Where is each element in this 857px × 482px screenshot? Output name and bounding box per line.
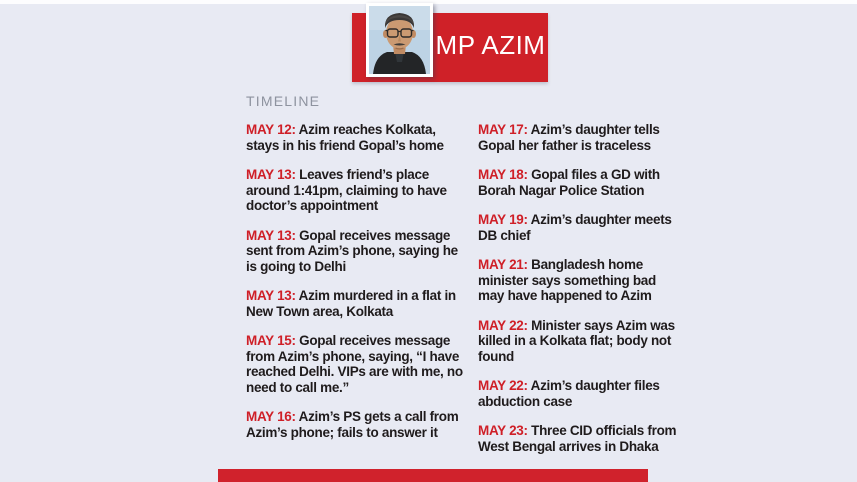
header-banner xyxy=(352,13,548,82)
timeline-entry: MAY 22: Azim’s daughter files abduction case xyxy=(478,378,660,409)
timeline-entry: MAY 17: Azim’s daughter tells Gopal her father is traceless xyxy=(478,122,660,153)
entry-date: MAY 15: xyxy=(246,333,296,348)
timeline-column-left xyxy=(246,122,468,468)
timeline-entry: MAY 13: Leaves friend’s place around 1:41pm, claiming to have doctor’s appointment xyxy=(246,167,447,213)
timeline-entry: MAY 19: Azim’s daughter meets DB chief xyxy=(478,212,672,243)
entry-date: MAY 12: xyxy=(246,122,296,137)
timeline-entry: MAY 16: Azim’s PS gets a call from Azim’s phone; fails to answer it xyxy=(246,409,459,440)
entry-date: MAY 23: xyxy=(478,423,528,438)
entry-date: MAY 22: xyxy=(478,317,528,333)
entry-date: MAY 18: xyxy=(478,167,528,182)
entry-date: MAY 17: xyxy=(478,122,528,137)
timeline-entry: MAY 22: Minister says Azim was killed in a Kolkata flat; body not found xyxy=(478,317,675,364)
timeline-entry: MAY 15: Gopal receives message from Azim’s phone, saying, “I have reached Delhi. VIPs are with me, no need to call me.” xyxy=(246,333,463,395)
entry-date: MAY 19: xyxy=(478,212,528,227)
timeline-section xyxy=(246,93,690,468)
portrait-illustration xyxy=(369,6,430,74)
timeline-heading: TIMELINE xyxy=(246,93,321,109)
timeline-column-right xyxy=(478,122,685,468)
timeline-entry: MAY 12: Azim reaches Kolkata, stays in his friend Gopal’s home xyxy=(246,122,444,153)
timeline-entry: MAY 13: Azim murdered in a flat in New Town area, Kolkata xyxy=(246,288,456,319)
page-title: MP AZIM xyxy=(435,29,546,60)
timeline-entry: MAY 21: Bangladesh home minister says something bad may have happened to Azim xyxy=(478,257,656,303)
entry-date: MAY 13: xyxy=(246,288,296,303)
entry-date: MAY 13: xyxy=(246,227,296,243)
timeline-entry: MAY 13: Gopal receives message sent from Azim’s phone, saying he is going to Delhi xyxy=(246,227,458,274)
bottom-red-bar xyxy=(218,469,648,482)
entry-date: MAY 13: xyxy=(246,167,296,182)
azim-photo xyxy=(366,3,433,77)
timeline-entry: MAY 23: Three CID officials from West Bengal arrives in Dhaka xyxy=(478,423,677,454)
entry-date: MAY 16: xyxy=(246,409,296,424)
entry-date: MAY 22: xyxy=(478,378,528,393)
timeline-entry: MAY 18: Gopal files a GD with Borah Nagar Police Station xyxy=(478,167,660,198)
entry-date: MAY 21: xyxy=(478,257,528,272)
